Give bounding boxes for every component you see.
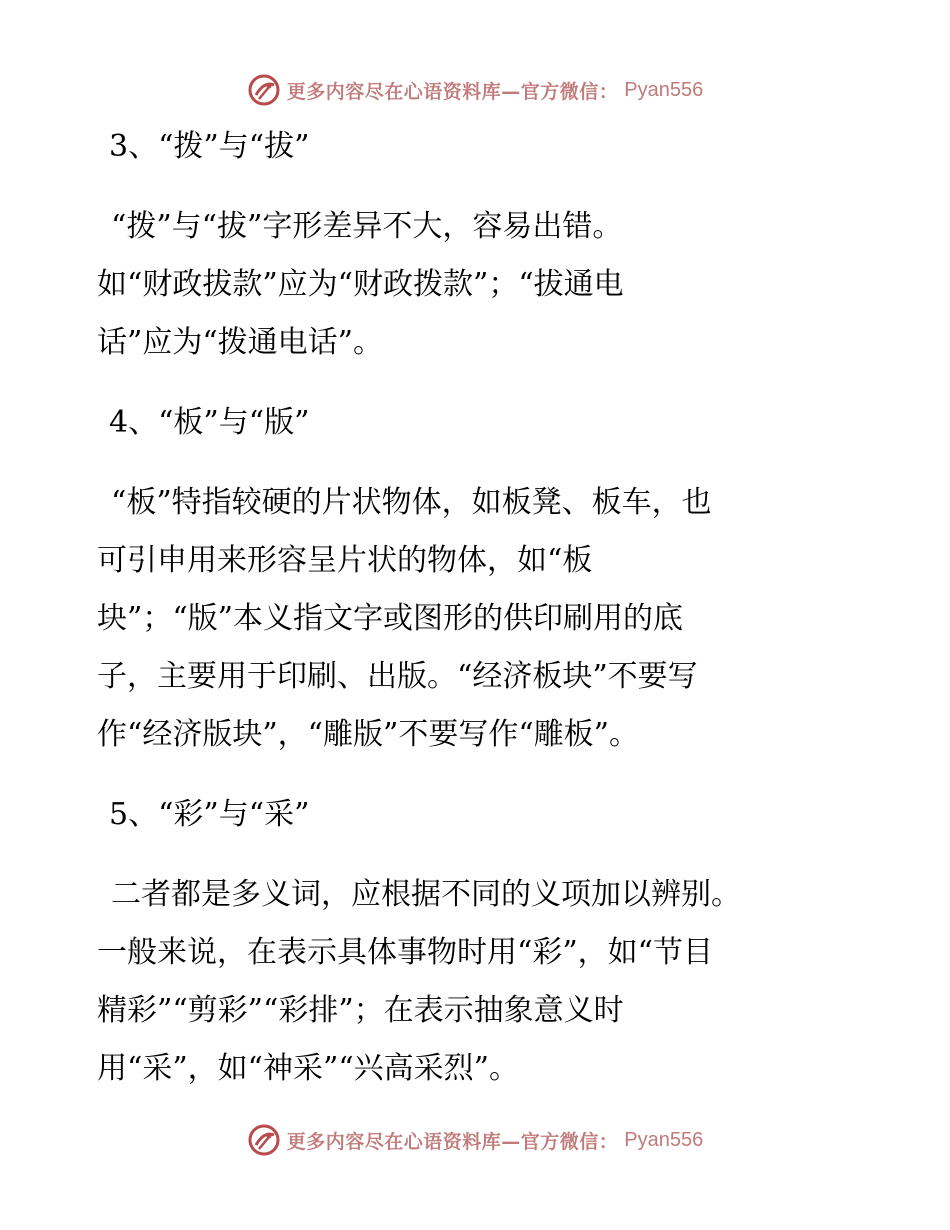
header-banner-inner [247,73,703,107]
brand-logo-icon [247,1123,281,1157]
paragraph-line: 用“采”，如“神采”“兴高采烈”。 [97,1051,520,1086]
section-paragraph-4 [97,474,857,764]
paragraph-line: 话”应为“拨通电话”。 [97,325,384,360]
paragraph-line: 块”；“版”本义指文字或图形的供印刷用的底 [97,601,684,636]
paragraph-line: 二者都是多义词，应根据不同的义项加以辨别。 [111,877,741,912]
section-title-4: 4、“板”与“版” [109,405,310,440]
banner-text: 更多内容尽在心语资料库—官方微信： [286,80,619,103]
paragraph-line: “拨”与“拔”字形差异不大，容易出错。 [111,209,623,244]
section-paragraph-3 [97,198,857,372]
footer-banner-inner [247,1123,703,1157]
section-title-3: 3、“拨”与“拔” [109,129,310,164]
paragraph-line: 可引申用来形容呈片状的物体，如“板 [97,543,593,578]
paragraph-line: 一般来说，在表示具体事物时用“彩”，如“节目 [97,935,714,970]
banner-text: 更多内容尽在心语资料库—官方微信： [286,1130,619,1153]
paragraph-line: 作“经济版块”，“雕版”不要写作“雕板”。 [97,717,640,752]
footer-banner [0,1120,950,1160]
document-body [97,118,857,1098]
section-title-5: 5、“彩”与“采” [109,797,310,832]
paragraph-line: “板”特指较硬的片状物体，如板凳、板车，也 [111,485,712,520]
paragraph-line: 子，主要用于印刷、出版。“经济板块”不要写 [97,659,698,694]
banner-handle: Pyan556 [624,1128,704,1151]
brand-logo-icon [247,73,281,107]
banner-handle: Pyan556 [624,78,704,101]
header-banner [0,70,950,110]
section-paragraph-5 [97,866,857,1098]
paragraph-line: 如“财政拔款”应为“财政拨款”；“拔通电 [97,267,624,302]
paragraph-line: 精彩”“剪彩”“彩排”；在表示抽象意义时 [97,993,624,1028]
